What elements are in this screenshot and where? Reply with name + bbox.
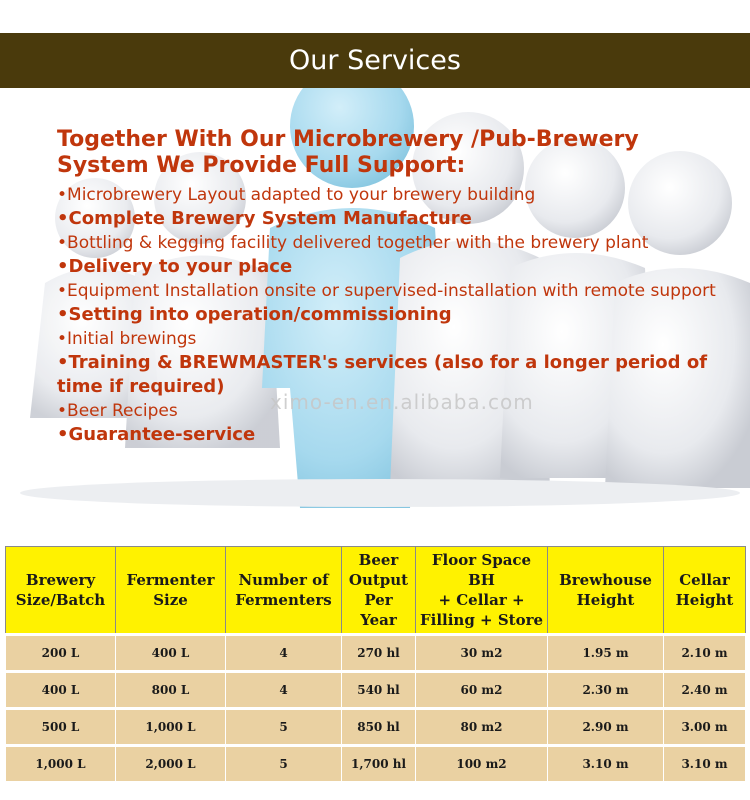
header-cellar-height: Cellar Height: [664, 547, 746, 635]
service-item: •Complete Brewery System Manufacture: [57, 208, 472, 229]
table-cell: 3.10 m: [548, 746, 664, 783]
table-cell: 1.95 m: [548, 635, 664, 672]
service-item: •Delivery to your place: [57, 256, 293, 277]
header-beer-output: Beer Output Per Year: [342, 547, 416, 635]
header-brewery-size: Brewery Size/Batch: [6, 547, 116, 635]
table-cell: 80 m2: [416, 709, 548, 746]
brewery-spec-table: [5, 546, 746, 784]
service-item: •Beer Recipes: [57, 401, 178, 421]
service-item: •Training & BREWMASTER's services (also for a longer period of time if required): [57, 352, 708, 397]
table-cell: 200 L: [6, 635, 116, 672]
table-row: [6, 746, 746, 783]
table-cell: 2.30 m: [548, 672, 664, 709]
table-cell: 850 hl: [342, 709, 416, 746]
service-item: •Bottling & kegging facility delivered together with the brewery plant: [57, 233, 649, 253]
table-row: [6, 709, 746, 746]
table-cell: 3.10 m: [664, 746, 746, 783]
table-cell: 4: [226, 635, 342, 672]
table-cell: 400 L: [6, 672, 116, 709]
header-brewhouse-height: Brewhouse Height: [548, 547, 664, 635]
table-cell: 1,000 L: [6, 746, 116, 783]
table-cell: 5: [226, 709, 342, 746]
table-cell: 1,700 hl: [342, 746, 416, 783]
table-row: [6, 635, 746, 672]
table-cell: 5: [226, 746, 342, 783]
table-cell: 2.90 m: [548, 709, 664, 746]
table-cell: 1,000 L: [116, 709, 226, 746]
table-cell: 3.00 m: [664, 709, 746, 746]
figures-shadow: [20, 479, 740, 507]
service-item: •Guarantee-service: [57, 424, 256, 445]
services-banner: [0, 33, 750, 88]
services-list: [57, 183, 737, 447]
table-cell: 2.40 m: [664, 672, 746, 709]
table-cell: 400 L: [116, 635, 226, 672]
brewery-spec-table-wrap: [5, 546, 745, 784]
table-cell: 2.10 m: [664, 635, 746, 672]
service-item: •Initial brewings: [57, 329, 197, 349]
table-cell: 270 hl: [342, 635, 416, 672]
table-cell: 540 hl: [342, 672, 416, 709]
table-row: [6, 672, 746, 709]
watermark: ximo-en.en.alibaba.com: [270, 390, 534, 414]
table-cell: 30 m2: [416, 635, 548, 672]
header-fermenter-size: Fermenter Size: [116, 547, 226, 635]
table-cell: 2,000 L: [116, 746, 226, 783]
service-item: •Microbrewery Layout adapted to your brewery building: [57, 185, 536, 205]
header-number-of-fermenters: Number of Fermenters: [226, 547, 342, 635]
table-header-row: [6, 547, 746, 635]
services-heading: Together With Our Microbrewery /Pub-Brewery System We Provide Full Support:: [57, 127, 639, 178]
table-cell: 4: [226, 672, 342, 709]
table-cell: 800 L: [116, 672, 226, 709]
service-item: •Setting into operation/commissioning: [57, 304, 452, 325]
table-cell: 60 m2: [416, 672, 548, 709]
table-cell: 100 m2: [416, 746, 548, 783]
service-item: •Equipment Installation onsite or supervised-installation with remote support: [57, 281, 716, 301]
table-cell: 500 L: [6, 709, 116, 746]
banner-title: Our Services: [289, 45, 461, 76]
header-floor-space: Floor Space BH + Cellar + Filling + Store: [416, 547, 548, 635]
